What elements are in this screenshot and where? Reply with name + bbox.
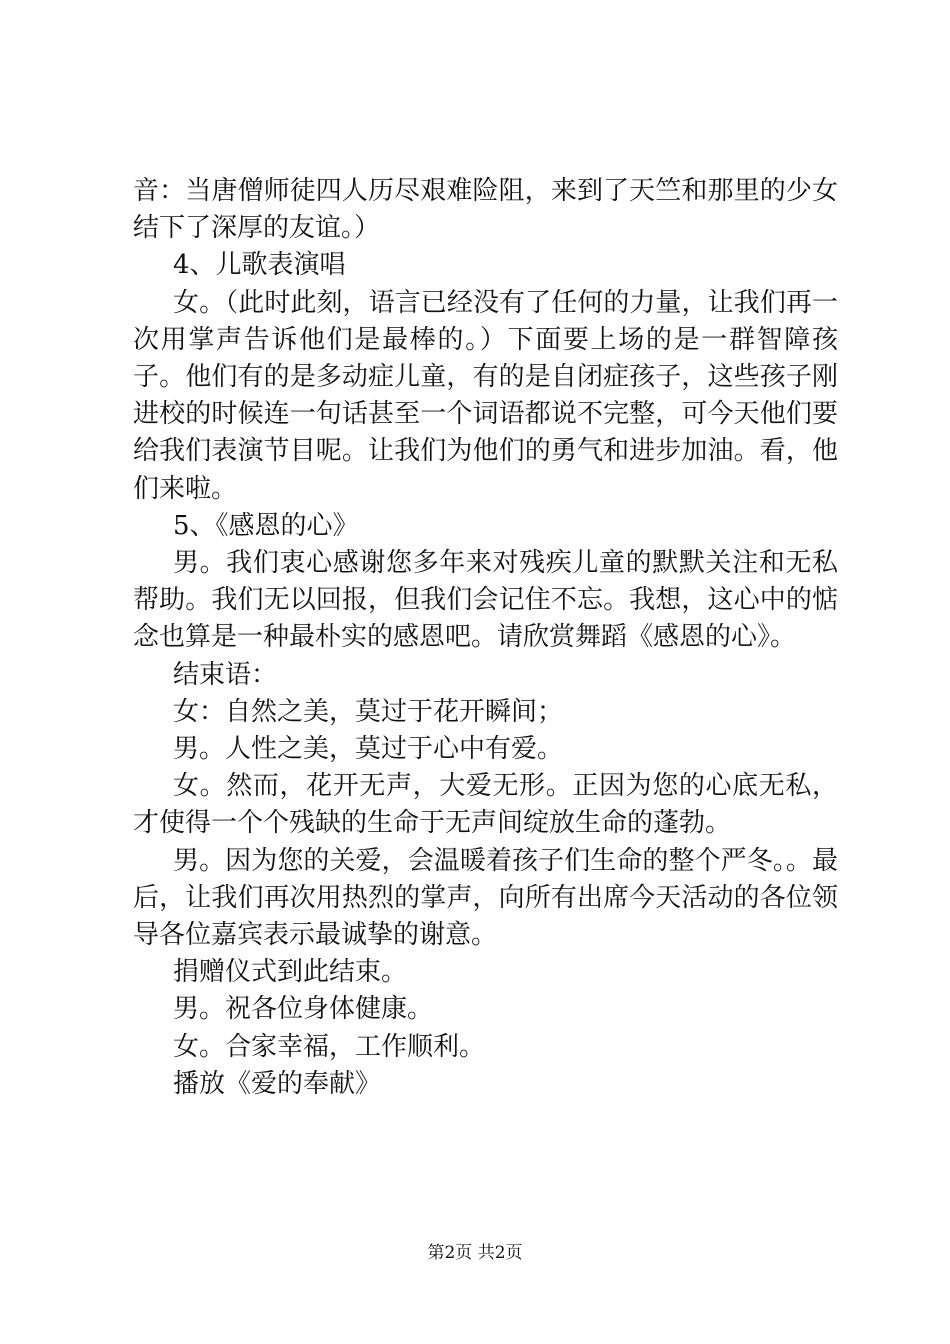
paragraph-female-line-3: 女。合家幸福，工作顺利。	[173, 1031, 486, 1062]
paragraph-female-line-2: 女。然而，花开无声，大爱无形。正因为您的心底无私，才使得一个个残缺的生命于无声间绽放生命的蓬勃。	[133, 771, 838, 839]
paragraph-male-line-3: 男。祝各位身体健康。	[173, 994, 434, 1025]
paragraph-male-line-2: 男。因为您的关爱，会温暖着孩子们生命的整个严冬。。最后，让我们再次用热烈的掌声，向所有出席今天活动的各位领导各位嘉宾表示最诚挚的谢意。	[133, 845, 838, 951]
paragraph-male-intro-item-5: 男。我们衷心感谢您多年来对残疾儿童的默默关注和无私帮助。我们无以回报，但我们会记住不忘。我想，这心中的惦念也算是一种最朴实的感恩吧。请欣赏舞蹈《感恩的心》。	[133, 548, 838, 653]
paragraph-ceremony-end: 捐赠仪式到此结束。	[173, 957, 408, 988]
closing-remarks-heading: 结束语：	[173, 659, 278, 690]
paragraph-female-intro-item-4: 女。（此时此刻，语言已经没有了任何的力量，让我们再一次用掌声告诉他们是最棒的。）下面要上场的是一群智障孩子。他们有的是多动症儿童，有的是自闭症孩子，这些孩子刚进校的时候连一句话甚至一个词语都说不完整，可今天他们要给我们表演节目呢。让我们为他们的勇气和进步加油。看，他们来啦。	[133, 287, 838, 504]
program-item-5-heading: 5、《感恩的心》	[173, 510, 359, 541]
paragraph-female-line-1: 女：自然之美，莫过于花开瞬间；	[173, 696, 564, 727]
document-body	[133, 173, 838, 1103]
paragraph-narration-end: 音：当唐僧师徒四人历尽艰难险阻，来到了天竺和那里的少女结下了深厚的友谊。）	[133, 176, 838, 244]
paragraph-male-line-1: 男。人性之美，莫过于心中有爱。	[173, 734, 564, 765]
paragraph-play-song: 播放《爱的奉献》	[173, 1068, 382, 1099]
page-number-label: 第2页 共2页	[427, 1243, 523, 1263]
program-item-4-heading: 4、儿歌表演唱	[173, 250, 346, 281]
page-footer	[0, 1241, 950, 1265]
